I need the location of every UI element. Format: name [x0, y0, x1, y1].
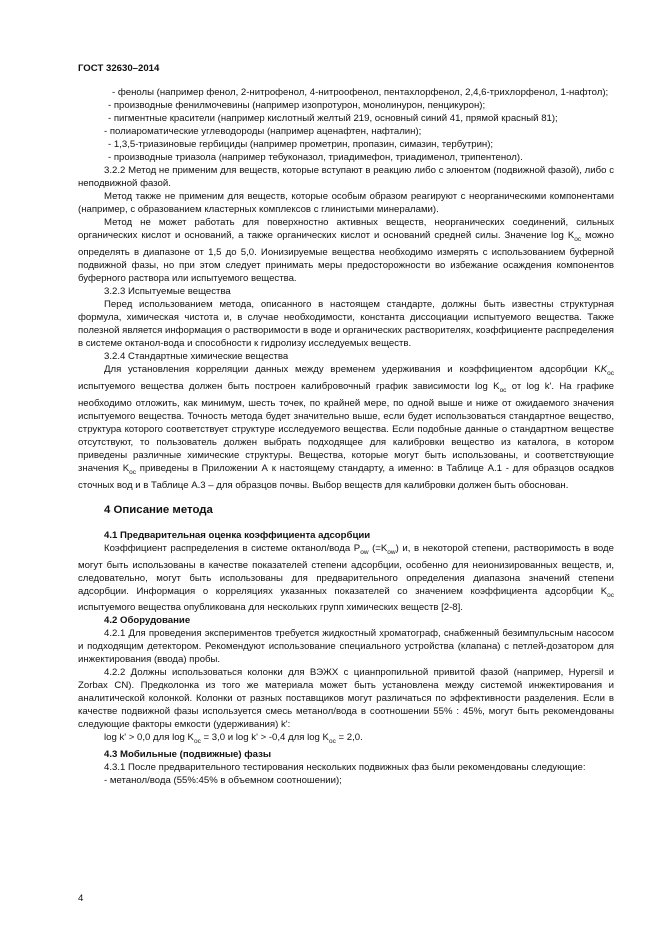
list-item: - 1,3,5-триазиновые гербициды (например прометрин, пропазин, симазин, тербутрин);	[108, 139, 494, 150]
list-item: - пигментные красители (например кислотный желтый 219, основный синий 41, прямой красный 81);	[108, 113, 558, 124]
document-body	[78, 86, 614, 787]
paragraph-4-2-2: 4.2.2 Должны использоваться колонки для ВЭЖХ с цианпропильной привитой фазой (например, Hypersil и Zorbax CN). Предколонка из того же материала может быть установлена между системой инжектирования и аналитической колонкой. Колонки от разных поставщиков могут различаться по эффективности разделения. Если в качестве подвижной фазы используется смесь метанол/вода в соотношении 55% : 45%, могут быть рекомендованы следующие факторы емкости (удерживания) k':	[78, 667, 614, 731]
paragraph-4-2-1: 4.2.1 Для проведения экспериментов требуется жидкостный хроматограф, снабженный безимпульсным насосом и подходящим детектором. Рекомендуют использование специального устройства (клапана) с петлей-дозатором для инжектирования (ввода) пробы.	[78, 628, 614, 666]
paragraph-4-3-1: 4.3.1 После предварительного тестирования нескольких подвижных фаз были рекомендованы следующие:	[104, 762, 586, 774]
paragraph: Перед использованием метода, описанного в настоящем стандарте, должны быть известны структурная формула, химическая чистота и, в случае необходимости, константа диссоциации испытуемого вещества. Также полезной является информация о растворимости в воде и органических растворителях, коэффициенте распределения в системе октанол-вода и способности к гидролизу исследуемых веществ.	[78, 298, 614, 349]
list-item: - производные фенилмочевины (например изопротурон, монолинурон, пенцикурон);	[108, 100, 486, 111]
subsection-heading-3-2-3: 3.2.3 Испытуемые вещества	[104, 285, 231, 297]
list-item: - полиароматические углеводороды (например аценафтен, нафталин);	[104, 126, 422, 137]
subsection-heading-4-1: 4.1 Предварительная оценка коэффициента адсорбции	[104, 529, 371, 541]
page-number: 4	[78, 893, 84, 904]
paragraph: Метод не может работать для поверхностно активных веществ, неорганических соединений, сильных органических кислот и оснований, а также органических кислот и оснований средней силы. Значение $\log K_{ос}$ можно определять в диапазоне от 1,5 до 5,0. Ионизируемые вещества необходимо измерять с использованием буферной подвижной фазы, но при этом следует принимать меры предосторожности во избежание осаждения компонентов буферного раствора или испытуемого вещества.	[78, 217, 614, 284]
list-item: - метанол/вода (55%:45% в объемном соотношении);	[104, 775, 342, 787]
subsection-heading-4-2: 4.2 Оборудование	[104, 615, 191, 627]
subsection-heading-4-3: 4.3 Мобильные (подвижные) фазы	[104, 749, 272, 761]
paragraph: Коэффициент распределения в системе октанол/вода $P_{ow}$ $(=K_{ow})$ и, в некоторой степени, растворимость в воде могут быть использованы в качестве показателей степени адсорбции, особенно для неионизированных веществ, и, следовательно, могут быть использованы для предварительного определения диапазона значений степени адсорбции. Информация о корреляциях указанных показателей со значением коэффициента адсорбции $K_{ос}$ испытуемого вещества опубликована для нескольких групп химических веществ [2-8].	[78, 542, 614, 614]
paragraph-3-2-2: 3.2.2 Метод не применим для веществ, которые вступают в реакцию либо с элюентом (подвижной фазой), либо с неподвижной фазой.	[78, 165, 614, 189]
subsection-heading-3-2-4: 3.2.4 Стандартные химические вещества	[104, 350, 289, 362]
paragraph: Для установления корреляции данных между временем удерживания и коэффициентом адсорбции $KK_{ос}$ испытуемого вещества должен быть построен калибровочный график зависимости $\log K_{ос}$ от log k'. На графике необходимо отложить, как минимум, шесть точек, по крайней мере, по одной выше и ниже от ожидаемого значения испытуемого вещества. Точность метода будет значительно выше, если будет использоваться стандартное вещество, структура которого соответствует структуре исследуемого вещества. Если подобные данные о стандартном веществе отсутствуют, то пользователь должен выбрать подходящее для калибровки вещество из каталога, в котором приведены различные химические структуры. Вещества, которые могут быть использованы, и соответствующие значения $K_{ос}$ приведены в Приложении А к настоящему стандарту, а именно: в Таблице А.1 - для образцов осадков сточных вод и в Таблице А.3 – для образцов почвы. Выбор веществ для калибровки должен быть обоснован.	[78, 363, 614, 491]
document-header: ГОСТ 32630–2014	[78, 63, 160, 74]
list-item: - фенолы (например фенол, 2-нитрофенол, 4-нитроофенол, пентахлорфенол, 2,4,6-трихлорфенол, 1-нафтол);	[112, 87, 609, 98]
list-item: - производные триазола (например тебуконазол, триадимефон, триадименол, трипентенол).	[108, 152, 523, 163]
formula-line: log k' > 0,0 для $\log K_{ос} = 3,0$ и log k' > -0,4 для $\log K_{ос} = 2,0$.	[104, 732, 363, 746]
paragraph: Метод также не применим для веществ, которые особым образом реагируют с неорганическими компонентами (например, с образованием кластерных комплексов с глинистыми минералами).	[78, 191, 614, 215]
section-heading-4: 4 Описание метода	[104, 503, 213, 516]
